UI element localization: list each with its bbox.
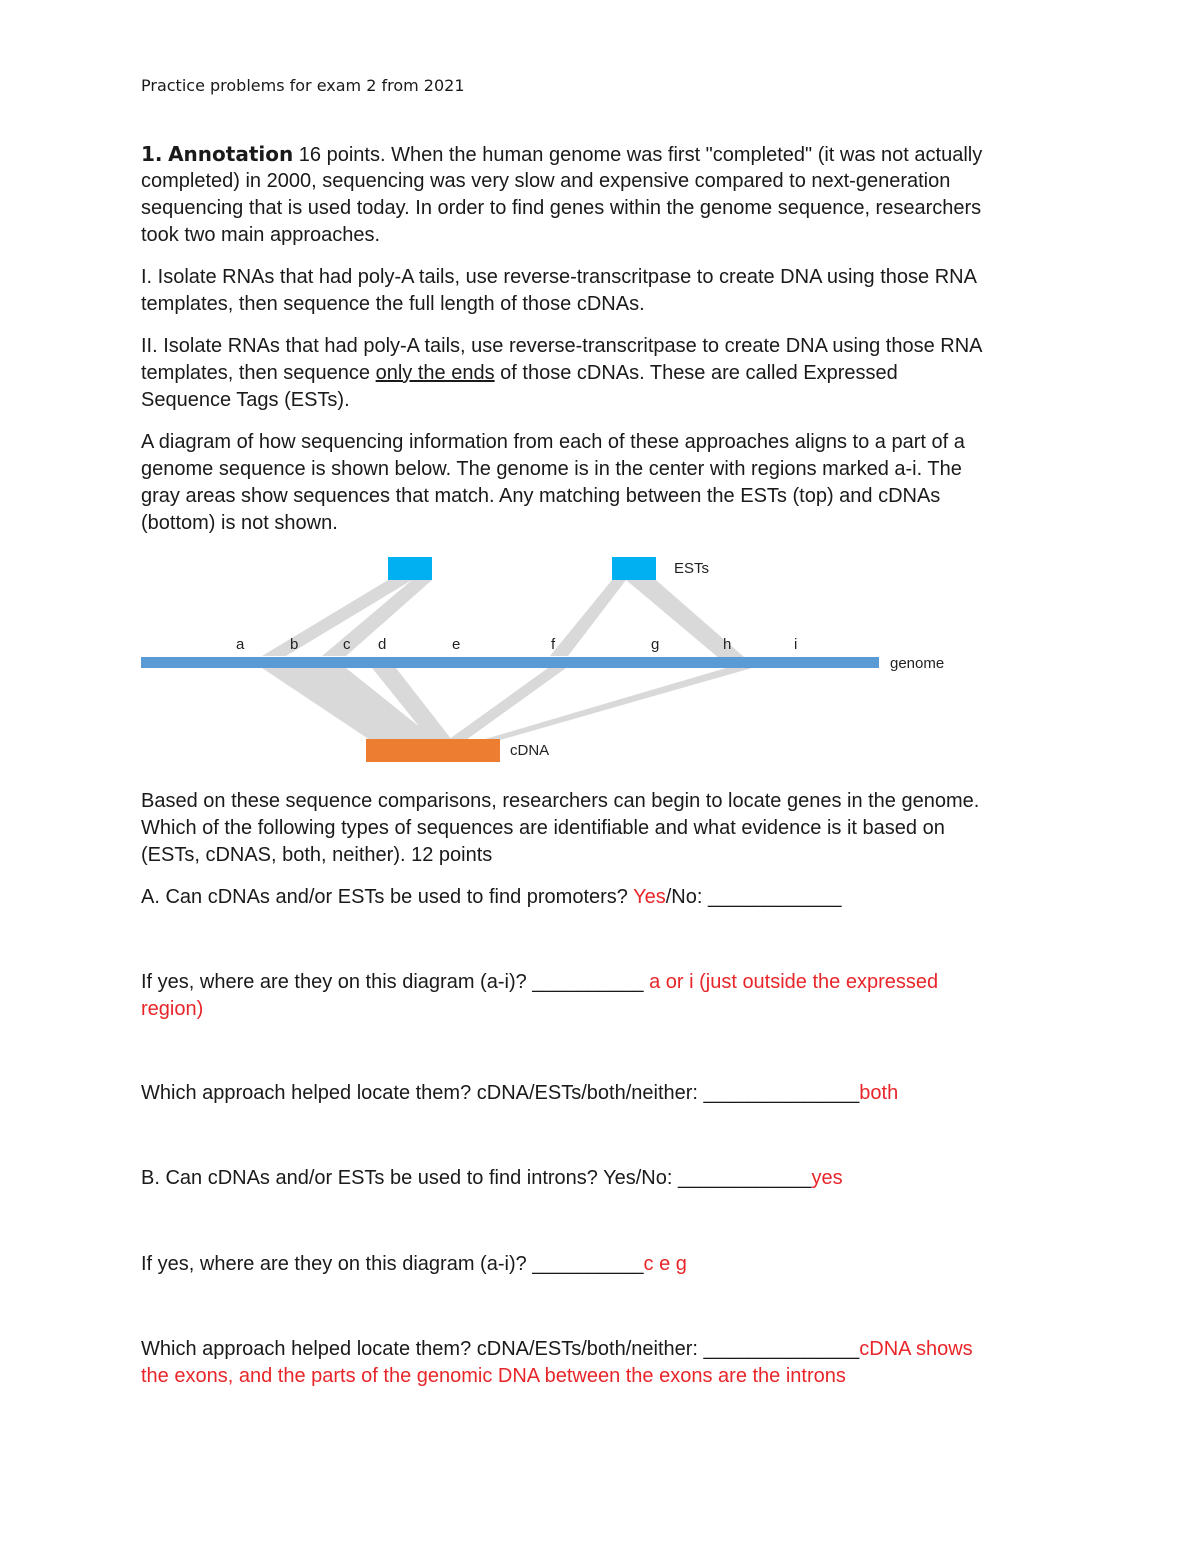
question-a-where-line-2: region) [141, 998, 204, 1020]
region-label-a: a [236, 636, 245, 653]
page-header: Practice problems for exam 2 from 2021 [141, 76, 465, 95]
qa2-text: If yes, where are they on this diagram (a-i)? __________ [141, 971, 650, 993]
ests-label: ESTs [674, 560, 710, 577]
region-label-h: h [723, 636, 732, 653]
qb3-answer: cDNA shows [859, 1338, 973, 1360]
qa1-text: A. Can cDNAs and/or ESTs be used to find promoters? [141, 886, 634, 908]
question-b-introns [141, 1165, 843, 1192]
qa3-answer: both [859, 1082, 899, 1104]
question-a-where-line-1 [141, 969, 938, 996]
est-block-1 [388, 557, 432, 580]
question-title: Annotation [168, 142, 294, 166]
approach-1-line-2: templates, then sequence the full length of those cDNAs. [141, 293, 645, 315]
region-label-g: g [651, 636, 660, 653]
qa1-answer-yes: Yes [633, 886, 666, 908]
region-label-c: c [343, 636, 351, 653]
diagram-description-line-3: gray areas show sequences that match. Any matching between the ESTs (top) and cDNAs [141, 485, 941, 507]
qb1-text: B. Can cDNAs and/or ESTs be used to find introns? Yes/No: ____________ [141, 1167, 812, 1189]
question-1-intro-line-2: completed) in 2000, sequencing was very slow and expensive compared to next-generation [141, 170, 951, 192]
region-label-e: e [452, 636, 461, 653]
qa3-text: Which approach helped locate them? cDNA/ESTs/both/neither: ______________ [141, 1082, 860, 1104]
qa2-answer: a or i (just outside the expressed [649, 971, 939, 993]
approach-2-text-pre: templates, then sequence [141, 362, 376, 384]
match-band-cdna-4 [482, 668, 752, 740]
qb2-text: If yes, where are they on this diagram (a-i)? __________ [141, 1253, 644, 1275]
match-band-cdna-3 [448, 668, 566, 740]
cdna-block [366, 739, 500, 762]
question-b-approach-line-2: the exons, and the parts of the genomic DNA between the exons are the introns [141, 1365, 846, 1387]
approach-1-line-1: I. Isolate RNAs that had poly-A tails, use reverse-transcritpase to create DNA using those RNA [141, 266, 977, 288]
match-band-est2-right [626, 580, 752, 664]
qb3-text: Which approach helped locate them? cDNA/ESTs/both/neither: ______________ [141, 1338, 860, 1360]
question-1-intro-line-3: sequencing that is used today. In order to find genes within the genome sequence, researchers [141, 197, 982, 219]
qa1-text-post: /No: ____________ [665, 886, 842, 908]
approach-2-underlined: only the ends [375, 362, 495, 384]
comparison-line-2: Which of the following types of sequences are identifiable and what evidence is it based on [141, 817, 945, 839]
qb1-answer: yes [811, 1167, 843, 1189]
region-label-f: f [551, 636, 556, 653]
region-label-i: i [794, 636, 798, 653]
match-band-est2-left [550, 580, 626, 656]
est-block-2 [612, 557, 656, 580]
question-number: 1. [141, 142, 163, 166]
diagram-description-line-1: A diagram of how sequencing information from each of these approaches aligns to a part of a [141, 431, 965, 453]
region-label-d: d [378, 636, 387, 653]
question-b-approach-line-1 [141, 1336, 973, 1363]
question-intro-text: 16 points. When the human genome was first "completed" (it was not actually [293, 144, 983, 166]
genome-bar [141, 657, 879, 668]
question-b-where [141, 1251, 687, 1278]
question-a-approach [141, 1080, 898, 1107]
genome-label: genome [890, 655, 945, 672]
cdna-label: cDNA [510, 742, 550, 759]
approach-2-line-3: Sequence Tags (ESTs). [141, 389, 350, 411]
comparison-line-3: (ESTs, cDNAS, both, neither). 12 points [141, 844, 493, 866]
question-1-intro-line-4: took two main approaches. [141, 224, 381, 246]
approach-2-text-post: of those cDNAs. These are called Expressed [494, 362, 898, 384]
comparison-line-1: Based on these sequence comparisons, researchers can begin to locate genes in the genome. [141, 790, 980, 812]
diagram-description-line-4: (bottom) is not shown. [141, 512, 338, 534]
question-a-promoters [141, 884, 841, 911]
diagram-description-line-2: genome sequence is shown below. The genome is in the center with regions marked a-i. The [141, 458, 962, 480]
approach-2-line-1: II. Isolate RNAs that had poly-A tails, use reverse-transcritpase to create DNA using those RNA [141, 335, 983, 357]
qb2-answer: c e g [643, 1253, 687, 1275]
region-label-b: b [290, 636, 299, 653]
